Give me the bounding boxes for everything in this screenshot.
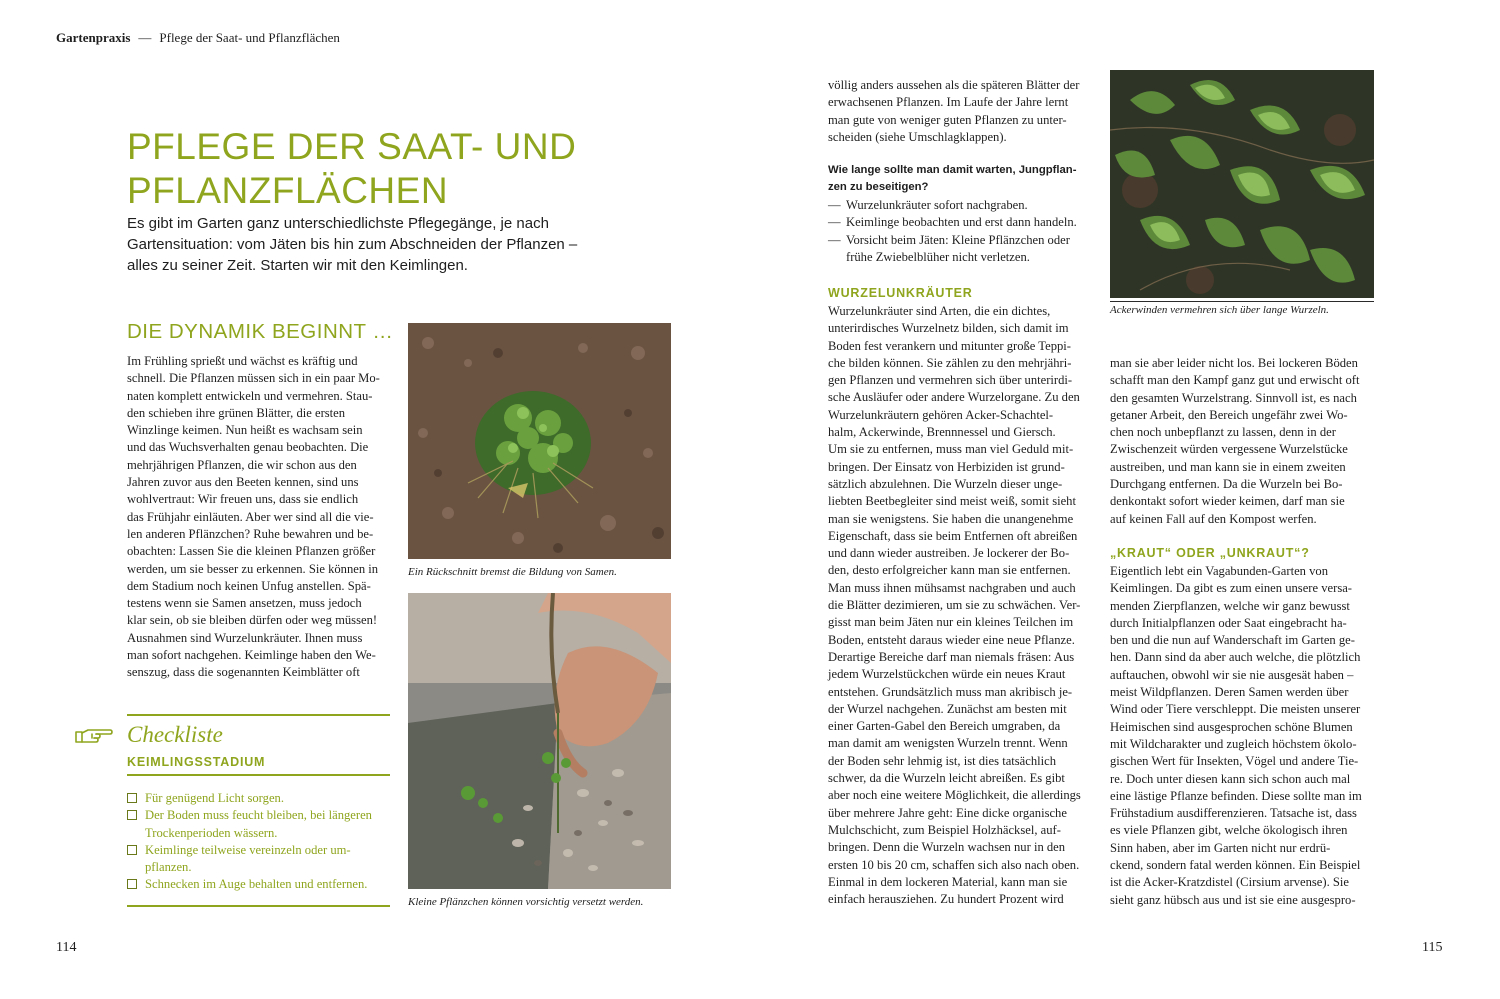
body-column-3-top (828, 77, 1079, 146)
bullet-text: Wurzelunkräuter sofort nachgraben. (846, 198, 1028, 212)
text-line: Wurzelunkräuter sind Arten, die ein dichtes, (828, 304, 1051, 318)
text-line: che bilden können. Sie zählen zu den mehrjähri- (828, 355, 1072, 370)
text-line: Jahren zuvor aus den Beeten kennen, sind uns (127, 475, 359, 490)
checkbox-icon[interactable] (127, 845, 137, 855)
text-line: gisst man beim Jäten nur ein kleines Teilchen im (828, 615, 1074, 630)
checklist-item[interactable] (127, 842, 372, 859)
running-head-topic: Pflege der Saat- und Pflanzflächen (159, 30, 340, 45)
checkbox-icon[interactable] (127, 810, 137, 820)
text-line: der Boden sehr lehmig ist, ist dies tatsächlich (828, 753, 1057, 768)
checklist-divider (127, 774, 390, 776)
text-line: entstehen. Grundsätzlich muss man akribisch je- (828, 684, 1073, 699)
photo-hand-seedlings (408, 593, 671, 889)
text-line: die Blätter dezimieren, um sie zu schwächen. Ver- (828, 598, 1081, 613)
text-line: über mehrere Jahre geht: Eine dicke organische (828, 805, 1067, 820)
checklist-item-text: Keimlinge teilweise vereinzeln oder um- (145, 842, 351, 857)
text-line: erwachsenen Pflanzen. Im Laufe der Jahre lernt (828, 95, 1069, 110)
text-line: obachten: Lassen Sie die kleinen Pflanzen größer (127, 544, 376, 559)
text-line: ckend, sondern fatal werden können. Ein Beispiel (1110, 858, 1361, 873)
text-line: und dann wieder austreiben. Je lockerer der Bo- (828, 546, 1070, 561)
checklist-item-text: Für genügend Licht sorgen. (145, 791, 284, 805)
bullet-item (828, 214, 1077, 231)
text-line: jedem Wurzelstückchen würde ein neues Kraut (828, 667, 1066, 682)
text-line: gischen Wert für Insekten, Vögel und andere Tie- (1110, 754, 1359, 769)
text-line: Einmal in dem lockeren Material, kann man sie (828, 874, 1068, 889)
running-head-separator: — (138, 30, 152, 45)
text-line: auf keinen Fall auf den Kompost werfen. (1110, 511, 1317, 526)
bullet-item (828, 197, 1077, 214)
checklist-subtitle: KEIMLINGSSTADIUM (127, 755, 266, 769)
text-line: Eigenschaft, dass sie beim Entfernen oft abreißen (828, 528, 1078, 543)
pointing-hand-icon (74, 724, 114, 746)
text-line: ben und die nun auf Wanderschaft im Garten ge- (1110, 633, 1355, 648)
text-line: gen Pflanzen und vermehren sich über unterirdi- (828, 373, 1073, 388)
checklist-item-text: Schnecken im Auge behalten und entfernen. (145, 877, 368, 892)
caption-photo-3: Ackerwinden vermehren sich über lange Wurzeln. (1110, 304, 1329, 316)
text-line: schwer, da die Wurzeln leicht abreißen. Es gibt (828, 771, 1065, 786)
text-line: man damit am wenigsten Wurzeln trennt. Wenn (828, 736, 1068, 751)
dash-icon: — (828, 198, 841, 212)
text-line: menden Zierpflanzen, welche wir ganz bewusst (1110, 598, 1350, 613)
question-heading (828, 162, 1076, 197)
text-line: klar sein, ob sie bleiben dürfen oder weg müssen! (127, 613, 378, 628)
running-head (56, 30, 340, 46)
text-line: ersten 10 bis 20 cm, schaffen sich also nach oben. (828, 857, 1080, 872)
text-line: Zwischenzeit würden vergessene Wurzelstücke (1110, 442, 1348, 457)
text-line: Keimlingen. Da gibt es zum einen unsere versa- (1110, 581, 1352, 596)
lead-paragraph (127, 213, 597, 276)
caption-photo-1: Ein Rückschnitt bremst die Bildung von Samen. (408, 566, 617, 578)
text-line: Ausnahmen sind Wurzelunkräuter. Ihnen muss (127, 630, 363, 645)
bullet-list (828, 197, 1077, 266)
checkbox-icon[interactable] (127, 879, 137, 889)
text-line: Heimischen sind ausgesprochen schöne Blumen (1110, 719, 1353, 734)
text-line: austreiben, und man kann sie in einem zweiten (1110, 459, 1346, 474)
text-line: naten komplett entwickeln und vermehren. Stau- (127, 388, 373, 403)
text-line: Man muss ihnen mühsamst nachgraben und auch (828, 580, 1076, 595)
body-column-1 (127, 353, 380, 682)
page-number-left: 114 (56, 940, 77, 955)
page-number-right: 115 (1422, 940, 1443, 955)
body-column-4 (1110, 355, 1359, 528)
text-line: Durchgang entfernen. Da die Wurzeln bei Bo- (1110, 477, 1343, 492)
text-line: Mulchschicht, zum Beispiel Holzhäcksel, auf- (828, 822, 1061, 837)
text-line: bringen. Denn die Wurzeln wachsen nur in den (828, 840, 1066, 855)
text-line: den, desto erfolgreicher kann man sie entfernen. (828, 563, 1071, 578)
text-line: mit Wildcharakter und zugleich höchstem ökolo- (1110, 736, 1357, 751)
checklist-item[interactable] (127, 807, 372, 824)
text-line: völlig anders aussehen als die späteren Blätter der (828, 78, 1080, 92)
checklist-top-rule (127, 714, 390, 716)
text-line: es viele Pflanzen gibt, welche ökologisch ihren (1110, 823, 1348, 838)
text-line: re. Doch unter diesen kann sich schon auch mal (1110, 771, 1351, 786)
text-line: testens wenn sie Samen ansetzen, muss jedoch (127, 596, 362, 611)
bullet-continuation: frühe Zwiebelblüher nicht verletzen. (846, 249, 1030, 264)
text-line: meist Wildpflanzen. Deren Samen werden über (1110, 685, 1349, 700)
text-line: man sofort nachgehen. Keimlinge haben den We- (127, 648, 376, 663)
text-line: auftauchen, obwohl wir sie nie ausgesät haben – (1110, 667, 1354, 682)
checklist-item[interactable] (127, 876, 372, 893)
text-line: chen noch unbepflanzt zu lassen, denn in der (1110, 425, 1336, 440)
text-line: das Frühjahr einläuten. Aber wer sind all die vie- (127, 509, 374, 524)
text-line: Im Frühling sprießt und wächst es kräftig und (127, 354, 358, 368)
text-line: schafft man den Kampf ganz gut und erwischt oft (1110, 373, 1360, 388)
text-line: Um sie zu entfernen, muss man viel Geduld mit- (828, 442, 1074, 457)
page-title-line: PFLANZFLÄCHEN (127, 170, 449, 211)
checklist-item-continuation: Trockenperioden wässern. (145, 825, 278, 840)
body-column-3 (828, 303, 1081, 908)
text-line: getaner Arbeit, den Bereich ungefähr zwei Wo- (1110, 407, 1348, 422)
text-line: senszug, dass die sogenannten Keimblätter oft (127, 665, 360, 680)
page-title-line: PFLEGE DER SAAT- UND (127, 126, 577, 167)
text-line: man gute von weniger guten Pflanzen zu unter- (828, 112, 1067, 127)
lead-line: Gartensituation: vom Jäten bis hin zum Abschneiden der Pflanzen – (127, 236, 578, 253)
text-line: man sie wenigstens. Sie haben die unangenehme (828, 511, 1074, 526)
checklist-item[interactable] (127, 790, 372, 807)
text-line: Wind oder Tiere verschleppt. Die meisten unserer (1110, 702, 1361, 717)
text-line: denkontakt sofort wieder keimen, darf man sie (1110, 494, 1345, 509)
text-line: Eigentlich lebt ein Vagabunden-Garten von (1110, 564, 1328, 578)
text-line: Wurzelunkräutern gehören Acker-Schachtel- (828, 407, 1054, 422)
text-line: halm, Ackerwinde, Brennnessel und Giersch. (828, 425, 1056, 440)
dash-icon: — (828, 215, 841, 230)
question-line: zen zu beseitigen? (828, 181, 929, 194)
heading-kraut-oder-unkraut: „KRAUT“ ODER „UNKRAUT“? (1110, 546, 1310, 560)
text-line: schnell. Die Pflanzen müssen sich in ein paar Mo- (127, 371, 380, 386)
text-line: eine lästige Pflanze befinden. Diese sollte man im (1110, 788, 1362, 803)
text-line: den gesamten Wurzelstrang. Sinnvoll ist, es nach (1110, 390, 1357, 405)
text-line: hen. Dann sind da aber auch welche, die plötzlich (1110, 650, 1361, 665)
section-heading: DIE DYNAMIK BEGINNT … (127, 320, 394, 343)
text-line: Sinn haben, aber im Garten nicht nur erdrü- (1110, 840, 1331, 855)
checklist-item-continuation: pflanzen. (145, 860, 192, 875)
text-line: scheiden (siehe Umschlagklappen). (828, 129, 1007, 144)
dash-icon: — (828, 232, 841, 247)
bullet-item (828, 232, 1077, 249)
text-line: dem Stadium noch keinen Unfug anstellen. Spä- (127, 578, 371, 593)
photo-pruned-plant (408, 323, 671, 559)
text-line: sätzlich abzulehnen. Die Wurzeln dieser unge- (828, 476, 1063, 491)
body-column-4-bottom (1110, 563, 1362, 909)
text-line: sche Ausläufer oder andere Wurzelorgane. Zu den (828, 390, 1080, 405)
text-line: werden, um sie besser zu erkennen. Sie können in (127, 561, 379, 576)
text-line: mehrjährigen Pflanzen, die wir schon aus den (127, 457, 357, 472)
heading-wurzelunkraeuter: WURZELUNKRÄUTER (828, 286, 973, 300)
text-line: len anderen Pflänzchen? Ruhe bewahren und be- (127, 526, 374, 541)
text-line: wohlvertraut: Wir freuen uns, dass sie endlich (127, 492, 359, 507)
text-line: Boden, entsteht daraus wieder eine neue Pflanze. (828, 632, 1075, 647)
text-line: Winzlinge keimen. Nun heißt es wachsam sein (127, 423, 363, 438)
text-line: den schieben ihre grünen Blätter, die ersten (127, 405, 346, 420)
lead-line: alles zu seiner Zeit. Starten wir mit den Keimlingen. (127, 257, 468, 274)
text-line: Derartige Bereiche darf man niemals fräsen: Aus (828, 649, 1075, 664)
bullet-text: Keimlinge beobachten und erst dann handeln. (846, 215, 1077, 230)
text-line: der Wurzel nachgehen. Zunächst am besten mit (828, 701, 1067, 716)
question-line: Wie lange sollte man damit warten, Jungpflan- (828, 164, 1077, 176)
photo-bindweed (1110, 70, 1374, 298)
checklist-bottom-rule (127, 905, 390, 907)
text-line: Frühstadium ausdifferenzieren. Tatsache ist, dass (1110, 806, 1357, 821)
checklist-items (127, 790, 372, 894)
lead-line: Es gibt im Garten ganz unterschiedlichste Pflegegänge, je nach (127, 215, 549, 232)
text-line: durch Initialpflanzen oder Saat eingebracht ha- (1110, 615, 1347, 630)
checklist-item-text: Der Boden muss feucht bleiben, bei längeren (145, 808, 372, 823)
checkbox-icon[interactable] (127, 793, 137, 803)
caption-photo-2: Kleine Pflänzchen können vorsichtig versetzt werden. (408, 896, 644, 908)
text-line: bringen. Der Einsatz von Herbiziden ist grund- (828, 459, 1065, 474)
text-line: einfach herausziehen. Zu hundert Prozent wird (828, 892, 1064, 907)
checklist-title: Checkliste (127, 722, 223, 747)
text-line: sieht ganz hübsch aus und ist sie eine ausgespro- (1110, 892, 1356, 907)
text-line: einer Garten-Gabel den Bereich umgraben, da (828, 719, 1061, 734)
caption-rule (1110, 301, 1374, 302)
page-title (127, 125, 607, 213)
bullet-text: Vorsicht beim Jäten: Kleine Pflänzchen oder (846, 232, 1070, 247)
text-line: und das Wuchsverhalten genau beobachten. Die (127, 440, 369, 455)
running-head-section: Gartenpraxis (56, 30, 131, 45)
text-line: man sie aber leider nicht los. Bei lockeren Böden (1110, 356, 1358, 370)
text-line: unterirdisches Wurzelnetz bilden, sich damit im (828, 321, 1069, 336)
text-line: aber noch eine weitere Möglichkeit, die allerdings (828, 788, 1081, 803)
text-line: liebten Beetbegleiter sind meist weiß, somit sieht (828, 494, 1076, 509)
text-line: ist die Acker-Kratzdistel (Cirsium arvense). Sie (1110, 875, 1349, 890)
text-line: Boden fest verankern und mitunter große Teppi- (828, 338, 1071, 353)
